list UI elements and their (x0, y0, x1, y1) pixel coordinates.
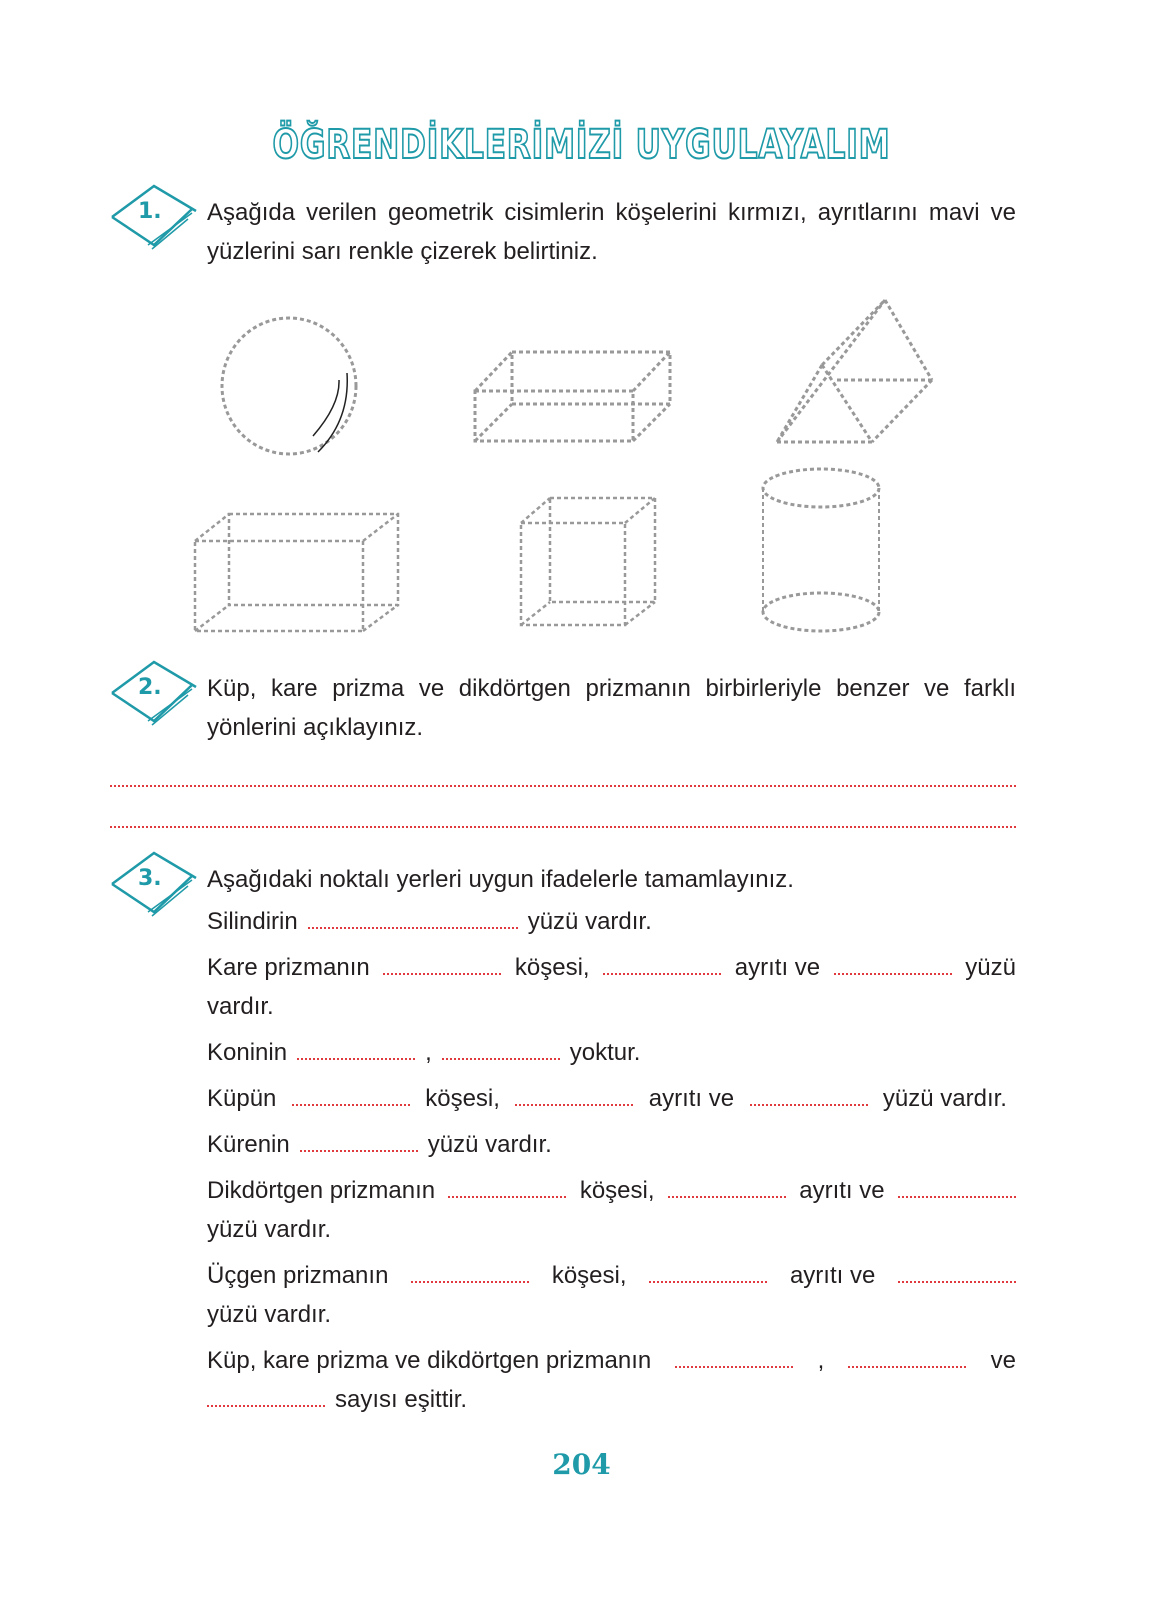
answer-line[interactable] (110, 785, 1016, 787)
text: Dikdörtgen prizmanın (207, 1177, 436, 1204)
blank[interactable] (207, 1404, 325, 1407)
cylinder-shape (763, 469, 879, 631)
blank[interactable] (448, 1195, 566, 1198)
text: sayısı eşittir. (335, 1386, 468, 1413)
blank[interactable] (411, 1280, 529, 1283)
text: Kare prizmanın (207, 954, 370, 981)
blank[interactable] (675, 1365, 793, 1368)
text: yoktur. (569, 1039, 641, 1066)
question-3-text: Aşağıdaki noktalı yerleri uygun ifadelerle tamamlayınız. (207, 866, 794, 893)
rectangular-prism-flat-shape (475, 352, 670, 441)
text: yüzü vardır. (527, 908, 652, 935)
answer-line[interactable] (110, 826, 1016, 828)
blank[interactable] (649, 1280, 767, 1283)
text: ayrıtı ve (789, 1262, 876, 1289)
text: Silindirin (207, 908, 298, 935)
text: ayrıtı ve (648, 1085, 735, 1112)
text: yüzü (965, 954, 1016, 981)
text: ayrıtı ve (734, 954, 821, 981)
blank[interactable] (292, 1103, 410, 1106)
fill-sentence-6 (207, 1177, 1016, 1205)
text: ve (990, 1347, 1016, 1374)
text: yüzü vardır. (882, 1085, 1007, 1112)
fill-sentence-1 (207, 908, 1016, 936)
text: ayrıtı ve (799, 1177, 885, 1204)
cube-shape (521, 498, 655, 625)
fill-sentence-6-cont (207, 1216, 1016, 1244)
text: yüzü vardır. (207, 1301, 332, 1328)
text: vardır. (207, 993, 274, 1020)
page-title: ÖĞRENDİKLERİMİZİ UYGULAYALIM (272, 122, 891, 168)
text: , (817, 1347, 825, 1374)
question-number: 1. (138, 199, 162, 224)
fill-sentence-5 (207, 1131, 1016, 1159)
sphere-shine (313, 373, 347, 452)
text: Koninin (207, 1039, 288, 1066)
text: , (425, 1039, 432, 1066)
fill-sentence-3 (207, 1039, 1016, 1067)
question-1-text: Aşağıda verilen geometrik cisimlerin köşelerini kırmızı, ayrıtlarını mavi ve yüzlerini sarı renkle çizerek belirtiniz. (207, 199, 1016, 265)
text: Üçgen prizmanın (207, 1262, 389, 1289)
triangular-prism-shape (777, 300, 932, 442)
blank[interactable] (668, 1195, 786, 1198)
text: köşesi, (514, 954, 590, 981)
blank[interactable] (308, 926, 518, 929)
text: yüzü vardır. (427, 1131, 552, 1158)
text: Küp, kare prizma ve dikdörtgen prizmanın (207, 1347, 652, 1374)
blank[interactable] (898, 1195, 1016, 1198)
question-number: 3. (138, 866, 162, 891)
blank[interactable] (300, 1149, 418, 1152)
fill-sentence-2-cont (207, 993, 1016, 1021)
geometric-solids-figure (0, 0, 1163, 660)
question-badge-3 (108, 850, 200, 918)
fill-sentence-4 (207, 1085, 1007, 1113)
question-2-text: Küp, kare prizma ve dikdörtgen prizmanın birbirleriyle benzer ve farklı yönlerini açıklayınız. (207, 675, 1016, 741)
text: Küpün (207, 1085, 277, 1112)
blank[interactable] (515, 1103, 633, 1106)
fill-sentence-2 (207, 954, 1016, 982)
blank[interactable] (848, 1365, 966, 1368)
blank[interactable] (750, 1103, 868, 1106)
text: yüzü vardır. (207, 1216, 332, 1243)
blank[interactable] (603, 972, 721, 975)
question-number: 2. (138, 675, 162, 700)
rectangular-prism-shape (195, 514, 398, 631)
fill-sentence-7-cont (207, 1301, 1016, 1329)
blank[interactable] (834, 972, 952, 975)
text: köşesi, (579, 1177, 655, 1204)
blank[interactable] (297, 1057, 415, 1060)
question-badge-2 (108, 659, 200, 727)
fill-sentence-8-cont (207, 1386, 1016, 1414)
sphere-shape (222, 318, 356, 454)
blank[interactable] (442, 1057, 560, 1060)
page-number: 204 (552, 1448, 611, 1481)
blank[interactable] (898, 1280, 1016, 1283)
blank[interactable] (383, 972, 501, 975)
fill-sentence-7 (207, 1262, 1016, 1290)
text: köşesi, (425, 1085, 500, 1112)
text: köşesi, (551, 1262, 627, 1289)
text: Kürenin (207, 1131, 290, 1158)
fill-sentence-8 (207, 1347, 1016, 1375)
